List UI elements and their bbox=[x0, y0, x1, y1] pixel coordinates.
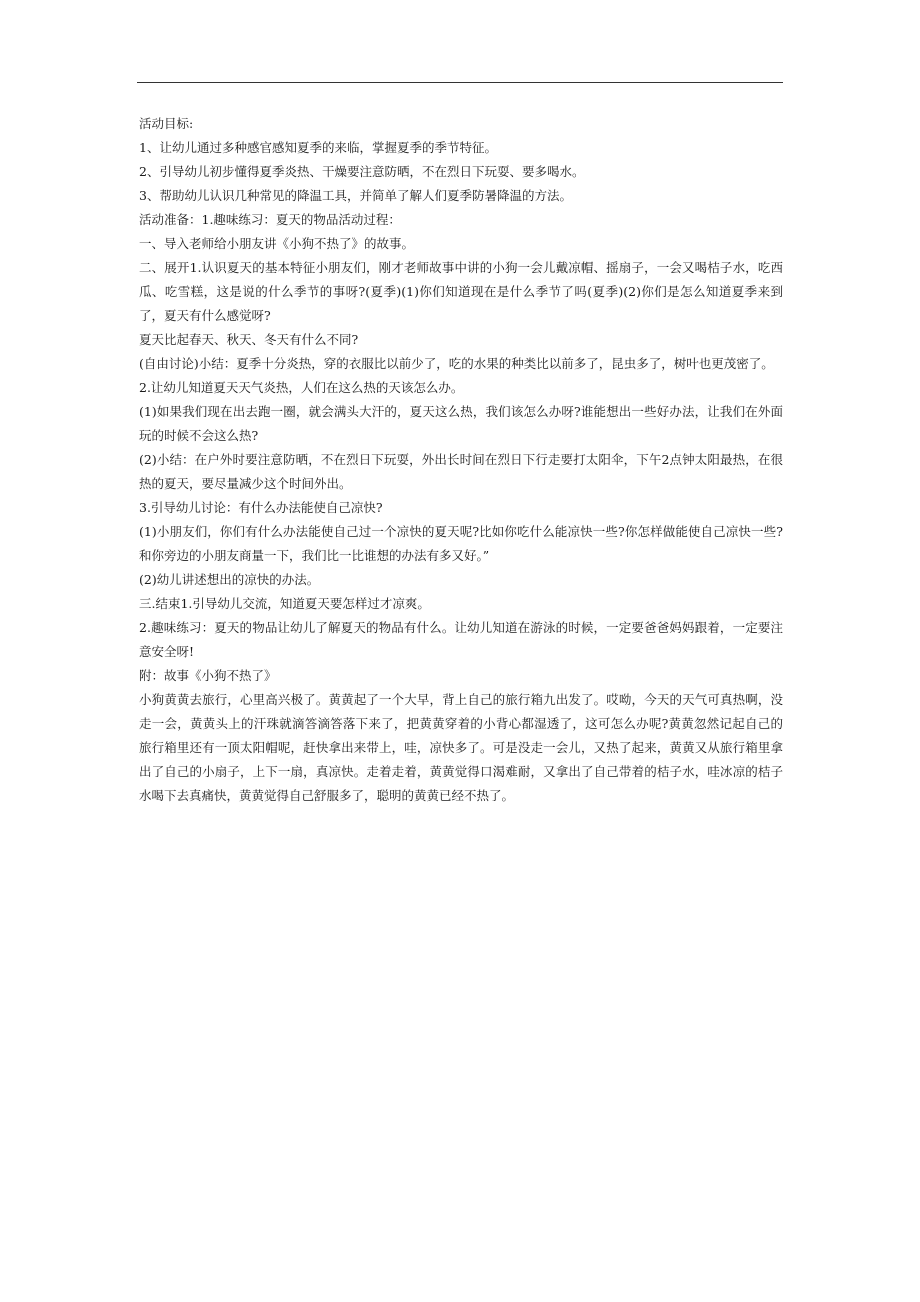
intro-step: 一、导入老师给小朋友讲《小狗不热了》的故事。 bbox=[139, 236, 415, 251]
develop-step: 二、展开1.认识夏天的基本特征小朋友们，刚才老师故事中讲的小狗一会儿戴凉帽、摇扇子，一会又喝桔子水，吃西瓜、吃雪糕，这是说的什么季节的事呀?(夏季)(1)你们知道现在是什么季节了吗(夏季)(2)你们是怎么知道夏季来到了，夏天有什么感觉呀? bbox=[139, 260, 783, 323]
story-paragraph: 小狗黄黄去旅行，心里高兴极了。黄黄起了一个大早，背上自己的旅行箱九出发了。哎呦，今天的天气可真热啊，没走一会，黄黄头上的汗珠就滴答滴答落下来了，把黄黄穿着的小背心都湿透了，这可怎么办呢?黄黄忽然记起自己的旅行箱里还有一顶太阳帽呢，赶快拿出来带上，哇，凉快多了。可是没走一会儿，又热了起来，黄黄又从旅行箱里拿出了自己的小扇子，上下一扇，真凉快。走着走着，黄黄觉得口渴难耐，又拿出了自己带着的桔子水，哇冰凉的桔子水喝下去真痛快，黄黄觉得自己舒服多了，聪明的黄黄已经不热了。 bbox=[139, 692, 783, 803]
step-3-item-2: (2)幼儿讲述想出的凉快的办法。 bbox=[139, 572, 320, 587]
step-2-item-1: (1)如果我们现在出去跑一圈，就会满头大汗的，夏天这么热，我们该怎么办呀?谁能想出一些好办法，让我们在外面玩的时候不会这么热? bbox=[139, 404, 783, 443]
goal-item-2: 2、引导幼儿初步懂得夏季炎热、干燥要注意防晒，不在烈日下玩耍、要多喝水。 bbox=[139, 164, 585, 179]
step-3-item-1: (1)小朋友们，你们有什么办法能使自己过一个凉快的夏天呢?比如你吃什么能凉快一些?你怎样做能使自己凉快一些?和你旁边的小朋友商量一下，我们比一比谁想的办法有多又好。” bbox=[139, 524, 783, 563]
preparation-paragraph: 活动准备：1.趣味练习：夏天的物品活动过程： bbox=[139, 212, 401, 227]
step-2-heading: 2.让幼儿知道夏天天气炎热，人们在这么热的天该怎么办。 bbox=[139, 380, 464, 395]
document-body bbox=[139, 112, 783, 808]
step-3-heading: 3.引导幼儿讨论：有什么办法能使自己凉快? bbox=[139, 500, 383, 515]
goal-item-3: 3、帮助幼儿认识几种常见的降温工具，并简单了解人们夏季防暑降温的方法。 bbox=[139, 188, 572, 203]
section-heading-goals: 活动目标: bbox=[139, 116, 194, 131]
conclusion-step: 三.结束1.引导幼儿交流，知道夏天要怎样过才凉爽。 bbox=[139, 596, 430, 611]
appendix-heading: 附：故事《小狗不热了》 bbox=[139, 668, 277, 683]
goal-item-1: 1、让幼儿通过多种感官感知夏季的来临，掌握夏季的季节特征。 bbox=[139, 140, 497, 155]
compare-question: 夏天比起春天、秋天、冬天有什么不同? bbox=[139, 332, 359, 347]
step-2-item-2: (2)小结：在户外时要注意防晒，不在烈日下玩耍，外出长时间在烈日下行走要打太阳伞，下午2点钟太阳最热，在很热的夏天，要尽量减少这个时间外出。 bbox=[139, 452, 783, 491]
practice-paragraph: 2.趣味练习：夏天的物品让幼儿了解夏天的物品有什么。让幼儿知道在游泳的时候，一定要爸爸妈妈跟着，一定要注意安全呀! bbox=[139, 620, 783, 659]
header-rule bbox=[137, 82, 783, 83]
discussion-summary: (自由讨论)小结：夏季十分炎热，穿的衣服比以前少了，吃的水果的种类比以前多了，昆虫多了，树叶也更茂密了。 bbox=[139, 356, 774, 371]
